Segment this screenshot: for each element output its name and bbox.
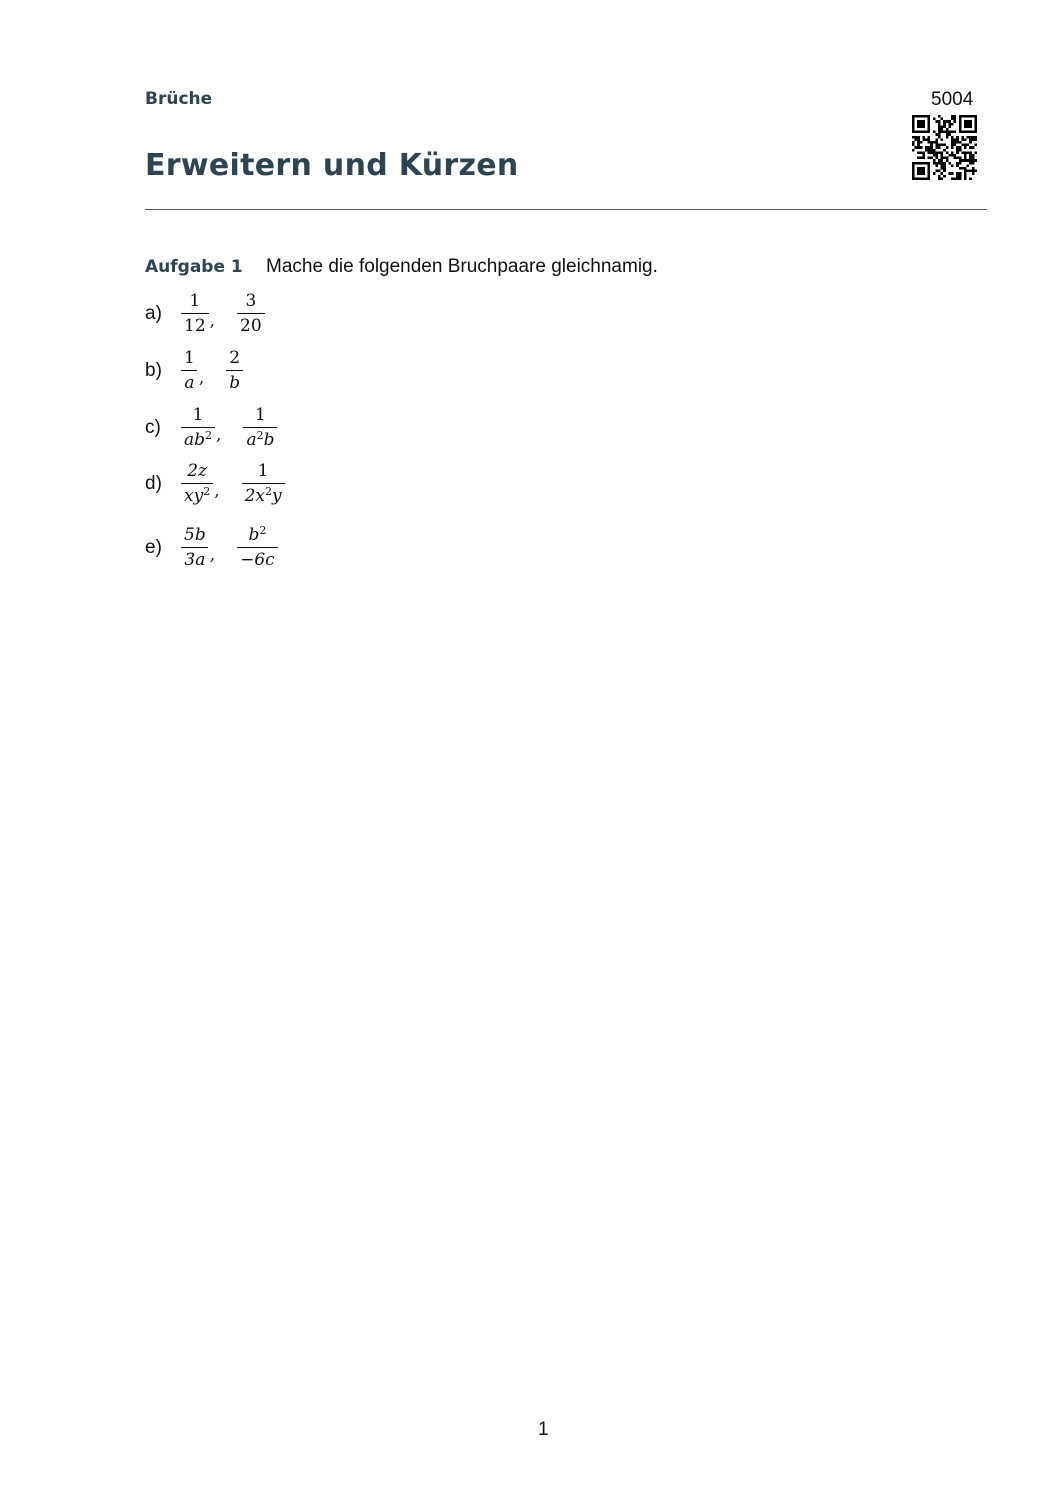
numerator: 1 bbox=[184, 348, 195, 368]
numerator: 2z bbox=[187, 461, 207, 481]
item-label: a) bbox=[145, 303, 162, 324]
denominator: $a^2b$ bbox=[243, 427, 277, 449]
denominator: 3a bbox=[181, 547, 208, 569]
comma: , bbox=[198, 368, 205, 388]
numerator: 5b bbox=[184, 525, 206, 545]
fraction bbox=[181, 463, 213, 505]
fraction bbox=[181, 527, 209, 569]
topic-label: Brüche bbox=[145, 89, 213, 109]
numerator: 2 bbox=[229, 348, 241, 368]
exercise-item bbox=[145, 346, 243, 396]
denominator: 12 bbox=[181, 313, 209, 335]
numerator: 3 bbox=[245, 291, 257, 311]
fraction bbox=[243, 407, 277, 449]
comma: , bbox=[209, 545, 216, 565]
denominator: $xy^2$ bbox=[181, 483, 213, 505]
denominator: 20 bbox=[237, 313, 265, 335]
fraction bbox=[237, 524, 278, 570]
fraction bbox=[181, 350, 198, 392]
fraction bbox=[242, 463, 285, 505]
numerator: 1 bbox=[192, 405, 204, 425]
fraction bbox=[226, 350, 243, 392]
exercise-item bbox=[145, 523, 278, 573]
fraction bbox=[181, 407, 215, 449]
fraction bbox=[237, 293, 265, 335]
sheet-number: 5004 bbox=[931, 89, 974, 110]
page-title: Erweitern und Kürzen bbox=[145, 148, 519, 183]
comma: , bbox=[216, 425, 222, 445]
exercise-item bbox=[145, 459, 285, 509]
page-number: 1 bbox=[538, 1419, 549, 1440]
comma: , bbox=[209, 311, 216, 331]
denominator: a bbox=[181, 370, 197, 392]
denominator: b bbox=[226, 370, 243, 392]
numerator: 1 bbox=[189, 291, 201, 311]
qr-code-icon bbox=[912, 115, 977, 180]
denominator: −6c bbox=[237, 547, 278, 569]
fraction bbox=[181, 293, 209, 335]
numerator: 1 bbox=[257, 461, 269, 481]
exercise-item bbox=[145, 403, 277, 453]
task-label: Aufgabe 1 bbox=[145, 257, 243, 277]
item-label: c) bbox=[145, 417, 161, 438]
denominator: $ab^2$ bbox=[181, 427, 215, 449]
numerator: $b^2$ bbox=[248, 524, 267, 545]
title-divider bbox=[145, 209, 987, 210]
comma: , bbox=[214, 481, 220, 501]
item-label: b) bbox=[145, 360, 162, 381]
denominator: $2x^2y$ bbox=[242, 483, 285, 505]
task-instruction: Mache die folgenden Bruchpaare gleichnamig. bbox=[266, 256, 658, 277]
exercise-item bbox=[145, 289, 265, 339]
numerator: 1 bbox=[255, 405, 266, 425]
item-label: d) bbox=[145, 473, 162, 494]
item-label: e) bbox=[145, 537, 162, 558]
task-heading bbox=[145, 256, 658, 278]
